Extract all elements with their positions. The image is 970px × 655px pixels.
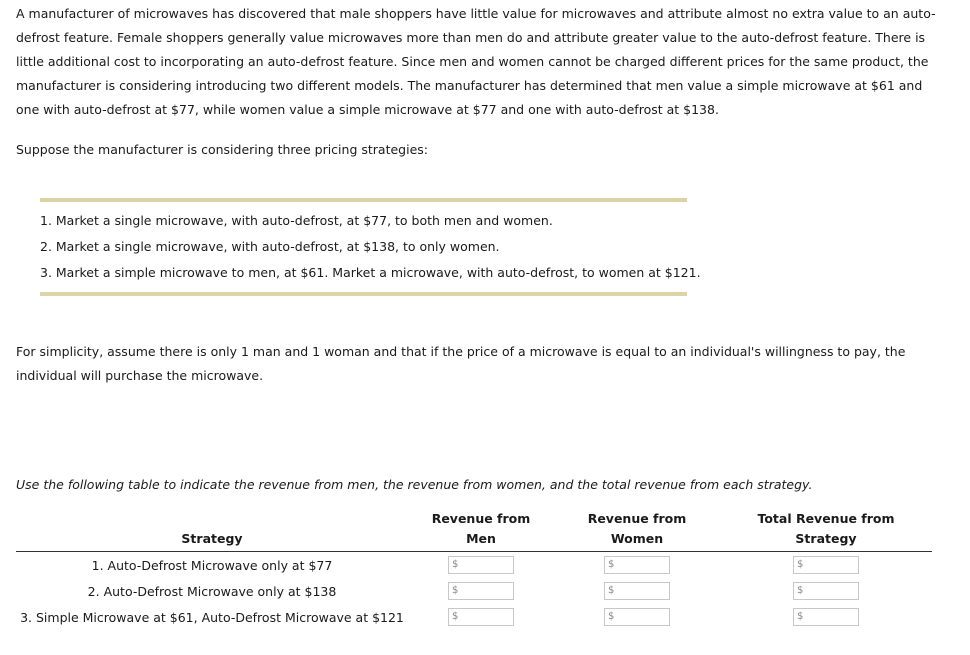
- total-revenue-input[interactable]: $: [793, 556, 859, 574]
- header-total-revenue: [720, 509, 932, 552]
- header-total-revenue-line1: Total Revenue from: [757, 511, 895, 526]
- table-instruction: Use the following table to indicate the revenue from men, the revenue from women, and the total revenue from each strategy.: [16, 477, 813, 492]
- revenue-men-input[interactable]: $: [448, 582, 514, 600]
- box-top-rule: [40, 198, 687, 202]
- row-strategy-label: 2. Auto-Defrost Microwave only at $138: [87, 583, 337, 599]
- simplicity-paragraph: For simplicity, assume there is only 1 man and 1 woman and that if the price of a microwave is equal to an individual's willingness to pay, the individual will purchase the microwave.: [16, 344, 906, 383]
- total-revenue-input[interactable]: $: [793, 608, 859, 626]
- table-row: [16, 604, 932, 630]
- row-strategy-label: 1. Auto-Defrost Microwave only at $77: [91, 557, 333, 573]
- cell-men: [408, 552, 554, 579]
- cell-total: [720, 604, 932, 630]
- revenue-table: [16, 509, 932, 630]
- header-revenue-men: [408, 509, 554, 552]
- revenue-men-input[interactable]: $: [448, 556, 514, 574]
- box-bottom-rule: [40, 292, 687, 296]
- revenue-women-input[interactable]: $: [604, 608, 670, 626]
- cell-total: [720, 578, 932, 604]
- header-total-revenue-line2: Strategy: [795, 531, 857, 546]
- cell-men: [408, 578, 554, 604]
- cell-women: [554, 578, 720, 604]
- header-revenue-women-line1: Revenue from: [587, 511, 687, 526]
- table-row: [16, 578, 932, 604]
- cell-women: [554, 604, 720, 630]
- row-strategy-label: 3. Simple Microwave at $61, Auto-Defrost Microwave at $121: [20, 609, 404, 625]
- strategy-item-3: 3. Market a simple microwave to men, at $61. Market a microwave, with auto-defrost, to women at $121.: [40, 265, 701, 280]
- cell-total: [720, 552, 932, 579]
- revenue-men-input[interactable]: $: [448, 608, 514, 626]
- strategies-list: [40, 208, 701, 286]
- revenue-women-input[interactable]: $: [604, 582, 670, 600]
- cell-men: [408, 604, 554, 630]
- header-revenue-women-line2: Women: [610, 531, 664, 546]
- table-header-row: [16, 509, 932, 552]
- header-revenue-men-line1: Revenue from: [431, 511, 531, 526]
- cell-women: [554, 552, 720, 579]
- strategies-lead-in: Suppose the manufacturer is considering three pricing strategies:: [16, 142, 428, 157]
- header-strategy: Strategy: [181, 531, 243, 546]
- intro-paragraph: A manufacturer of microwaves has discovered that male shoppers have little value for microwaves and attribute almost no extra value to an auto-defrost feature. Female shoppers generally value microwaves more than men do and attribute greater value to the auto-defrost feature. There is little additional cost to incorporating an auto-defrost feature. Since men and women cannot be charged different prices for the same product, the manufacturer is considering introducing two different models. The manufacturer has determined that men value a simple microwave at $61 and one with auto-defrost at $77, while women value a simple microwave at $77 and one with auto-defrost at $138.: [16, 6, 936, 117]
- table-row: [16, 552, 932, 579]
- header-revenue-women: [554, 509, 720, 552]
- strategy-item-1: 1. Market a single microwave, with auto-defrost, at $77, to both men and women.: [40, 213, 553, 228]
- revenue-women-input[interactable]: $: [604, 556, 670, 574]
- header-revenue-men-line2: Men: [466, 531, 496, 546]
- total-revenue-input[interactable]: $: [793, 582, 859, 600]
- strategy-item-2: 2. Market a single microwave, with auto-defrost, at $138, to only women.: [40, 239, 500, 254]
- strategies-box: [40, 198, 701, 297]
